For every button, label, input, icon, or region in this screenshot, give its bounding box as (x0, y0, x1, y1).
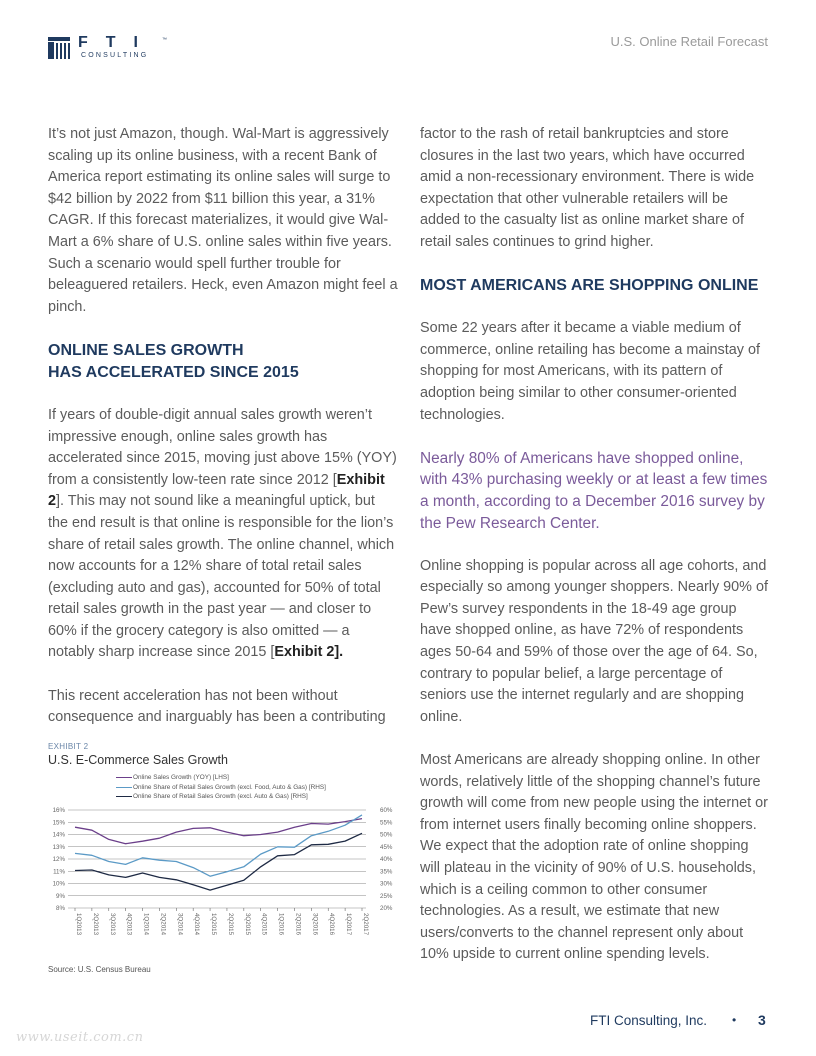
x-tick-label: 4Q2014 (193, 913, 201, 936)
x-tick-label: 4Q2013 (125, 913, 133, 936)
y-right-tick: 55% (380, 819, 393, 827)
y-right-tick: 45% (380, 843, 393, 851)
y-right-tick: 60% (380, 807, 393, 815)
exhibit-label: EXHIBIT 2 (48, 742, 89, 751)
exhibit-title: U.S. E-Commerce Sales Growth (48, 753, 228, 767)
watermark: www.useit.com.cn (16, 1030, 144, 1045)
x-tick-label: 1Q2013 (75, 913, 82, 936)
fti-logo (48, 34, 168, 63)
running-head: U.S. Online Retail Forecast (610, 34, 768, 49)
y-right-tick: 30% (380, 880, 393, 888)
exhibit-reference: Exhibit 2]. (274, 644, 344, 661)
x-tick-label: 4Q2015 (260, 913, 268, 936)
x-tick-label: 1Q2015 (210, 913, 218, 936)
y-right-tick: 50% (380, 831, 393, 839)
text-run: ]. This may not sound like a meaningful uptick, but the end result is that online is responsible for the lion’s share of retail sales growth. The online channel, which now accounts for a 12% share of total retail sales (excluding auto and gas), accounted for 50% of total retail sales growth in the past year — and closer to 60% if the grocery category is also omitted — a notably sharp increase since 2015 [ (48, 493, 395, 661)
paragraph-growth (48, 405, 398, 664)
y-left-tick: 15% (52, 819, 65, 827)
legend-label: Online Share of Retail Sales Growth (excl. Food, Auto & Gas) [RHS] (133, 783, 326, 791)
pull-quote: Nearly 80% of Americans have shopped online, with 43% purchasing weekly or at least a few times a month, according to a December 2016 survey by the Pew Research Center. (420, 449, 768, 532)
x-tick-label: 1Q2017 (345, 913, 353, 936)
y-left-tick: 14% (52, 831, 65, 839)
x-tick-label: 2Q2013 (91, 913, 99, 936)
section-heading-shopping: MOST AMERICANS ARE SHOPPING ONLINE (420, 277, 759, 295)
y-left-tick: 8% (56, 905, 65, 913)
exhibit-2 (48, 742, 398, 936)
paragraph-walmart: It’s not just Amazon, though. Wal-Mart is aggressively scaling up its online business, with a recent Bank of America report estimating its online sales will surge to $42 billion by 2022 from $11 billion this year, a 31% CAGR. If this forecast materializes, it would give Wal-Mart a 6% share of U.S. online sales within five years. Such a scenario would spell further trouble for beleaguered retailers. Heck, even Amazon might feel a pinch. (48, 126, 398, 315)
x-tick-label: 2Q2017 (362, 913, 369, 936)
logo-trademark: ™ (162, 37, 167, 43)
heading-line-2: HAS ACCELERATED SINCE 2015 (48, 363, 299, 381)
y-right-tick: 25% (380, 892, 393, 900)
y-left-tick: 12% (52, 856, 65, 864)
paragraph-age-cohorts: Online shopping is popular across all age cohorts, and especially so among younger shoppers. Nearly 90% of Pew’s survey respondents in the 18-49 age group have shopped online, as have 72% of respondents ages 50-64 and 59% of those over the age of 64. So, contrary to popular belief, a large percentage of seniors use the internet regularly and are shopping online. (420, 557, 768, 725)
section-heading-growth (48, 340, 398, 384)
x-tick-label: 3Q2016 (311, 913, 319, 936)
line-chart (48, 742, 398, 952)
legend-label: Online Share of Retail Sales Growth (excl. Auto & Gas) [RHS] (133, 793, 308, 800)
y-right-tick: 35% (380, 868, 393, 876)
y-left-tick: 16% (52, 807, 65, 815)
paragraph-acceleration: This recent acceleration has not been without consequence and inarguably has been a contributing (48, 687, 386, 726)
x-tick-label: 2Q2014 (159, 913, 167, 936)
x-tick-label: 1Q2016 (277, 913, 285, 936)
x-tick-label: 3Q2015 (243, 913, 251, 936)
paragraph-adoption: Some 22 years after it became a viable medium of commerce, online retailing has become a mainstay of shopping for most Americans, with its pattern of adoption being similar to other consumer-oriented technologies. (420, 320, 760, 423)
logo-subtitle: CONSULTING (81, 52, 149, 59)
y-right-tick: 20% (380, 905, 393, 913)
exhibit-reference: Exhibit 2 (48, 471, 385, 510)
footer-company: FTI Consulting, Inc. (590, 1013, 708, 1028)
logo-wordmark: FTI (78, 34, 156, 51)
paragraph-bankruptcies: factor to the rash of retail bankruptcies and store closures in the last two years, which have occurred amid a non-recessionary environment. There is wide expectation that other vulnerable retailers will be added to the casualty list as online market share of retail sales continues to grind higher. (420, 126, 755, 250)
y-right-tick: 40% (380, 856, 393, 864)
footer-separator: • (732, 1013, 737, 1027)
y-left-tick: 11% (53, 868, 65, 876)
left-column (48, 124, 398, 750)
text-run: If years of double-digit annual sales growth weren’t impressive enough, online sales growth has accelerated since 2015, moving just above 15% (YOY) from a consistently low-teen rate since 2012 [ (48, 406, 397, 488)
y-left-tick: 10% (52, 880, 65, 888)
heading-line-1: ONLINE SALES GROWTH (48, 341, 244, 359)
right-column (420, 124, 770, 988)
paragraph-plateau: Most Americans are already shopping online. In other words, relatively little of the shopping channel’s future growth will come from new people using the internet or from internet users finally becoming online shoppers. We expect that the adoption rate of online shopping will plateau in the vicinity of 90% of U.S. households, which is a ceiling common to other consumer technologies. As a result, we estimate that new users/converts to the channel represent only about 10% upside to current online spending levels. (420, 752, 768, 963)
x-tick-label: 3Q2013 (108, 913, 116, 936)
x-tick-label: 3Q2014 (176, 913, 184, 936)
y-left-tick: 9% (56, 892, 65, 900)
x-tick-label: 1Q2014 (142, 913, 150, 936)
x-tick-label: 4Q2016 (328, 913, 336, 936)
y-left-tick: 13% (52, 843, 65, 851)
chart-source: Source: U.S. Census Bureau (48, 965, 151, 974)
x-tick-label: 2Q2015 (226, 913, 234, 936)
page-number: 3 (758, 1012, 766, 1028)
x-tick-label: 2Q2016 (294, 913, 302, 936)
legend-label: Online Sales Growth (YOY) [LHS] (133, 774, 229, 781)
column-logo-icon (48, 37, 70, 59)
